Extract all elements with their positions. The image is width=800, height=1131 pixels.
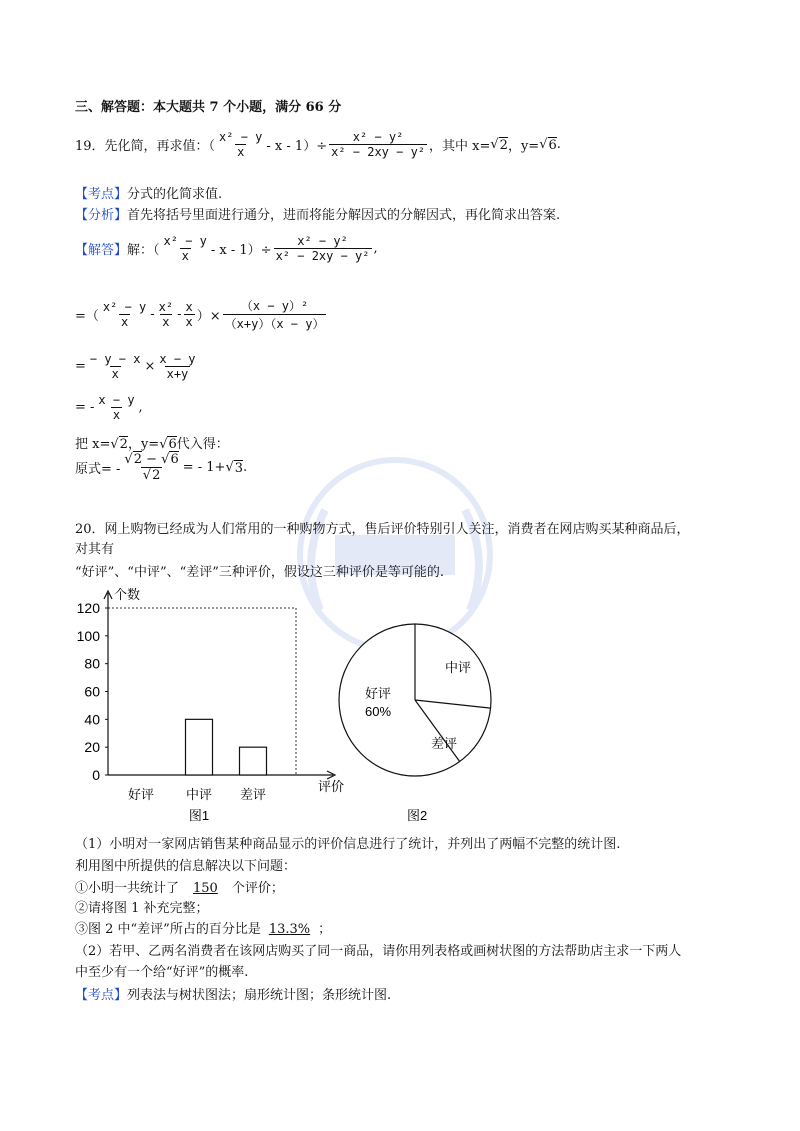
step1-f2-den: x	[162, 315, 170, 329]
res-den: 2	[152, 468, 161, 483]
q20-p7: 中至少有一个给“好评”的概率.	[75, 965, 249, 980]
q20-p5	[75, 918, 331, 937]
slice-label-中评: 中评	[445, 660, 472, 675]
jieda-div-den: x² − 2xy − y²	[275, 249, 370, 263]
q19-cond-d: 6	[548, 137, 557, 153]
slice-label-好评: 好评	[365, 686, 392, 701]
x-tick-label: 差评	[239, 787, 267, 802]
step1-f1-den: x	[120, 315, 129, 329]
q20-p2: 利用图中所提供的信息解决以下问题：	[75, 859, 297, 874]
pie-chart-figure2	[330, 610, 510, 825]
q19-jieda	[75, 234, 378, 263]
jieda-div-num: x² − y²	[297, 234, 348, 248]
q19-expr-rest: - x - 1）÷	[266, 139, 328, 154]
q20-p4: ②请将图 1 补充完整；	[75, 901, 209, 916]
q19-frac	[217, 130, 264, 159]
step1-f2-num: x²	[158, 300, 174, 314]
q19-kaodian	[75, 183, 222, 202]
p3-b: 个评价；	[231, 881, 284, 896]
step2-f1-den: x	[111, 367, 119, 381]
y-tick-label: 0	[92, 767, 100, 783]
step2-f2-num: x − y	[159, 352, 196, 366]
step2-f2	[157, 352, 197, 381]
sub-b: 2	[119, 437, 128, 452]
q20-kaodian-text: 列表法与树状图法；扇形统计图；条形统计图.	[127, 988, 392, 1003]
q19-cond-c: ，y=	[507, 139, 540, 154]
jieda-frac-den: x	[181, 249, 189, 263]
y-tick-label: 40	[84, 711, 100, 728]
step2-prefix: =	[75, 359, 86, 374]
bar-chart-figure1	[68, 585, 345, 830]
fenxi-text: 首先将括号里面进行通分，进而将能分解因式的分解因式，再化简求出答案.	[127, 208, 561, 223]
step2-f2-den: x+y	[166, 367, 189, 381]
chart-title: 图2	[407, 808, 428, 823]
sub-d: 6	[168, 437, 177, 452]
jieda-tag: 【解答】	[75, 243, 128, 258]
x-tick-label: 中评	[185, 787, 213, 802]
slice-percent-好评: 60%	[365, 704, 392, 719]
p5-a: ③图 2 中“差评”所占的百分比是	[75, 922, 261, 937]
q19-div-den: x² − 2xy − y²	[331, 145, 426, 159]
jieda-rest: - x - 1）÷	[210, 243, 272, 258]
kaodian-tag: 【考点】	[75, 187, 128, 202]
q19-div-frac	[329, 130, 427, 159]
p3-a: ①小明一共统计了	[75, 881, 180, 896]
step3-frac	[96, 393, 136, 422]
y-tick-label: 60	[84, 683, 100, 700]
res-frac: $\frac{√2 - √6}{√2}$	[124, 452, 179, 483]
res-prefix: 原式= -	[75, 462, 121, 477]
q20-kaodian-tag: 【考点】	[75, 988, 128, 1003]
y-tick-label: 120	[76, 600, 100, 616]
q20-p3	[75, 877, 284, 896]
step1-f4-den: （x+y）（x − y）	[223, 314, 327, 332]
step1-f3-den: x	[185, 315, 193, 329]
y-tick-label: 80	[84, 655, 100, 672]
step3-end: ,	[138, 400, 143, 415]
jieda-frac	[162, 234, 209, 263]
q19-result: 原式= - $\frac{√2 - √6}{√2}$ = - 1+ √ 3 .	[75, 452, 248, 483]
jieda-div-frac	[274, 234, 372, 263]
q19-prefix: 19．先化简，再求值：（	[75, 139, 216, 154]
step2-f1-num: − y − x	[89, 352, 141, 366]
res-eq: = - 1+	[182, 460, 226, 475]
jieda-text: 解：（	[127, 243, 160, 258]
sub-e: 代入得：	[176, 437, 229, 452]
q19-fenxi	[75, 204, 560, 223]
fenxi-tag: 【分析】	[75, 208, 128, 223]
step1-times: ）×	[196, 309, 221, 324]
kaodian-text: 分式的化简求值.	[127, 187, 223, 202]
step1-prefix: =（	[75, 309, 99, 324]
p5-answer: 13.3%	[268, 922, 311, 937]
step1-f2	[157, 300, 175, 329]
sub-c: ，y=	[127, 437, 160, 452]
res-num-a: 2	[133, 452, 142, 467]
step1-f1	[101, 300, 148, 329]
q19-frac-den: x	[237, 145, 245, 159]
y-tick-label: 100	[76, 627, 100, 644]
bar-中评	[186, 719, 213, 775]
q19-div-num: x² − y²	[352, 130, 404, 144]
step1-f3	[184, 300, 195, 329]
q19-frac-num: x² − y	[219, 130, 263, 144]
slice-label-差评: 差评	[431, 736, 458, 751]
x-axis-label: 评价	[318, 779, 345, 794]
step2-f1	[88, 352, 143, 381]
q20-p1: （1）小明对一家网店销售某种商品显示的评价信息进行了统计，并列出了两幅不完整的统计图.	[75, 837, 621, 852]
q20-kaodian	[75, 984, 391, 1003]
jieda-end: ,	[373, 241, 378, 256]
q20-line3: “好评”、“中评”、“差评”三种评价，假设这三种评价是等可能的.	[75, 565, 445, 580]
step3-num: x − y	[98, 393, 135, 407]
step1-f3-num: x	[185, 300, 193, 314]
section-title: 三、解答题：本大题共 7 个小题，满分 66 分	[75, 100, 342, 115]
p3-answer: 150	[193, 881, 218, 896]
q19-cond-a: ，其中 x=	[429, 139, 491, 154]
q19-step2	[75, 352, 200, 381]
step1-f4-num: （x − y）²	[240, 299, 309, 313]
y-tick-label: 20	[84, 739, 100, 756]
q20-line1: 20．网上购物已经成为人们常用的一种购物方式，售后评价特别引人关注，消费者在网店购买某种商品后，	[75, 522, 690, 537]
step1-f1-num: x² − y	[102, 300, 147, 314]
q19-substitution: 把 x=√2，y=√6代入得：	[75, 437, 229, 452]
q19-step3	[75, 393, 143, 422]
res-num-b: 6	[170, 452, 179, 467]
q19-cond-b: 2	[499, 137, 508, 153]
chart-title: 图1	[188, 808, 210, 823]
step1-f4	[223, 297, 327, 332]
step3-den: x	[112, 408, 121, 422]
res-end: .	[243, 460, 248, 475]
q19-statement: 19．先化简，再求值：（ $\frac{\text{x² − y}}{x}$ - x - 1）÷ $\frac{\text{x² − y²}}{\text{x² − 2xy − y²}}$ ，其中 x= √ 2 ，y= √ 6 .	[75, 130, 561, 159]
q20-p6: （2）若甲、乙两名消费者在该网店购买了同一商品，请你用列表格或画树状图的方法帮助店主求一下两人	[75, 944, 682, 959]
x-tick-label: 好评	[127, 787, 155, 802]
res-sqrt: 3	[234, 460, 244, 476]
step3-prefix: = -	[75, 400, 95, 415]
sub-a: 把 x=	[75, 437, 111, 452]
y-axis-label: 个数	[114, 587, 141, 602]
q19-cond-e: .	[556, 137, 561, 152]
jieda-frac-num: x² − y	[163, 234, 207, 248]
q20-line2: 对其有	[75, 542, 115, 557]
step2-times: ×	[144, 359, 156, 374]
p5-b: ；	[318, 922, 332, 937]
bar-差评	[240, 747, 267, 775]
q19-step1: =（ $\frac{\text{x² − y}}{x}$ - $\frac{\text{x²}}{x}$ - $\frac{x}{x}$ ）× $\frac{\text{（x − y）²}}{(x+y)(x - y)}$	[75, 299, 325, 331]
